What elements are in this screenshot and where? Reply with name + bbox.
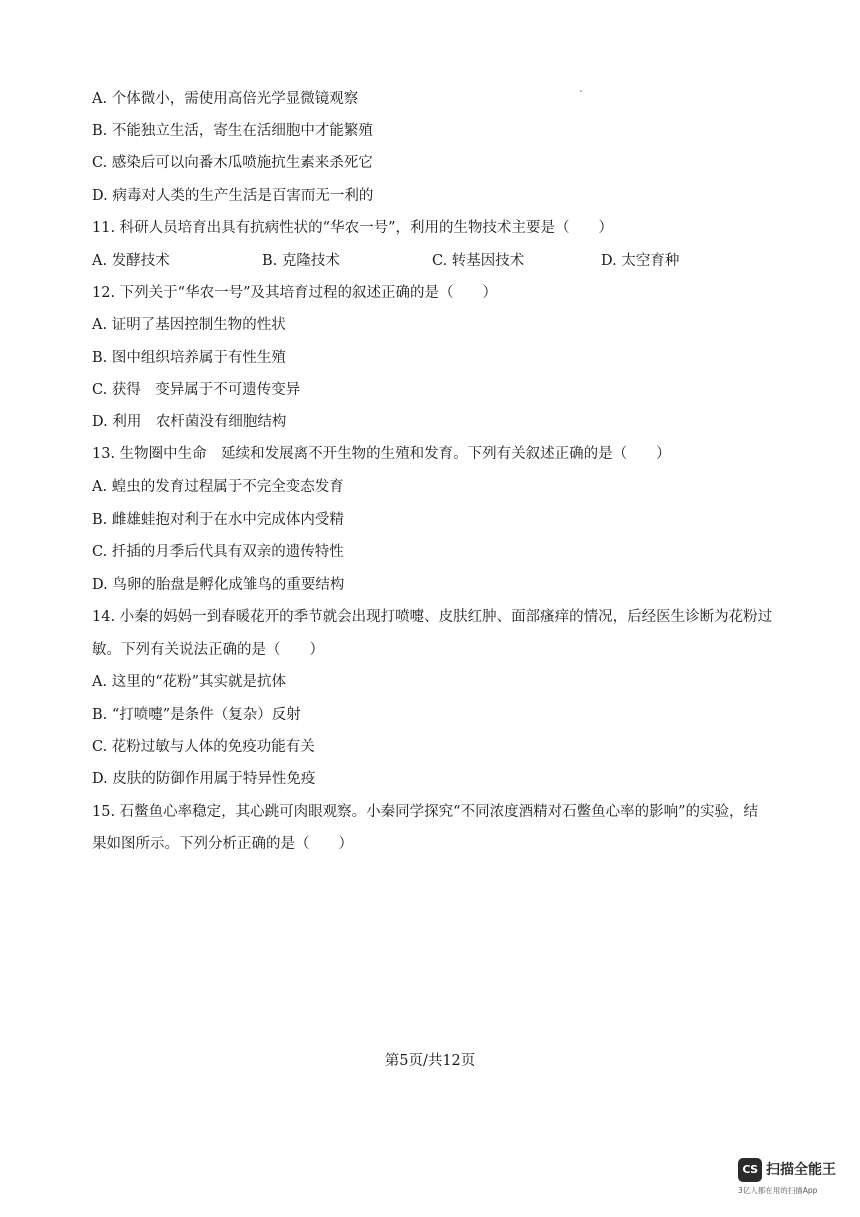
q14-stem-line2: 敏。下列有关说法正确的是（ ）	[92, 642, 324, 658]
q10-option-c: C. 感染后可以向番木瓜喷施抗生素来杀死它	[92, 155, 373, 171]
q14-option-a: A. 这里的“花粉”其实就是抗体	[92, 674, 287, 690]
q13-option-b: B. 雌雄蛙抱对利于在水中完成体内受精	[92, 512, 344, 528]
watermark-app-name: 扫描全能王	[766, 1162, 836, 1178]
q11-option-a: A. 发酵技术	[92, 253, 170, 269]
watermark-slogan: 3亿人都在用的扫描App	[738, 1186, 818, 1195]
q14-option-c: C. 花粉过敏与人体的免疫功能有关	[92, 739, 315, 755]
q15-stem-line1: 15. 石鳖鱼心率稳定，其心跳可肉眼观察。小秦同学探究“不同浓度酒精对石鳖鱼心率的影响”的实验，结	[92, 804, 758, 820]
q13-option-d: D. 鸟卵的胎盘是孵化成雏鸟的重要结构	[92, 577, 345, 593]
q10-option-a: A. 个体微小，需使用高倍光学显微镜观察	[92, 91, 359, 107]
q14-stem-line1: 14. 小秦的妈妈一到春暖花开的季节就会出现打喷嚏、皮肤红肿、面部瘙痒的情况，后经医生诊断为花粉过	[92, 609, 773, 625]
q14-option-d: D. 皮肤的防御作用属于特异性免疫	[92, 771, 316, 787]
q10-option-d: D. 病毒对人类的生产生活是百害而无一利的	[92, 188, 374, 204]
q13-stem: 13. 生物圈中生命 延续和发展离不开生物的生殖和发育。下列有关叙述正确的是（ ）	[92, 446, 671, 462]
q14-option-b: B. “打喷嚏”是条件（复杂）反射	[92, 707, 301, 723]
q13-option-a: A. 蝗虫的发育过程属于不完全变态发育	[92, 479, 344, 495]
q11-stem: 11. 科研人员培育出具有抗病性状的“华农一号”，利用的生物技术主要是（ ）	[92, 220, 613, 236]
q10-option-b: B. 不能独立生活，寄生在活细胞中才能繁殖	[92, 123, 373, 139]
q13-option-c: C. 扦插的月季后代具有双亲的遗传特性	[92, 544, 344, 560]
q12-stem: 12. 下列关于“华农一号”及其培育过程的叙述正确的是（ ）	[92, 285, 497, 301]
q12-option-b: B. 图中组织培养属于有性生殖	[92, 350, 286, 366]
camscanner-logo-icon: CS	[738, 1158, 762, 1182]
q12-option-d: D. 利用 农杆菌没有细胞结构	[92, 414, 287, 430]
scan-speck	[580, 90, 582, 92]
q11-option-d: D. 太空育种	[601, 253, 680, 269]
q11-option-b: B. 克隆技术	[262, 253, 340, 269]
q12-option-a: A. 证明了基因控制生物的性状	[92, 317, 286, 333]
page-number: 第5页/共12页	[384, 1053, 476, 1069]
q11-option-c: C. 转基因技术	[432, 253, 525, 269]
q12-option-c: C. 获得 变异属于不可遗传变异	[92, 382, 301, 398]
q15-stem-line2: 果如图所示。下列分析正确的是（ ）	[92, 836, 353, 852]
